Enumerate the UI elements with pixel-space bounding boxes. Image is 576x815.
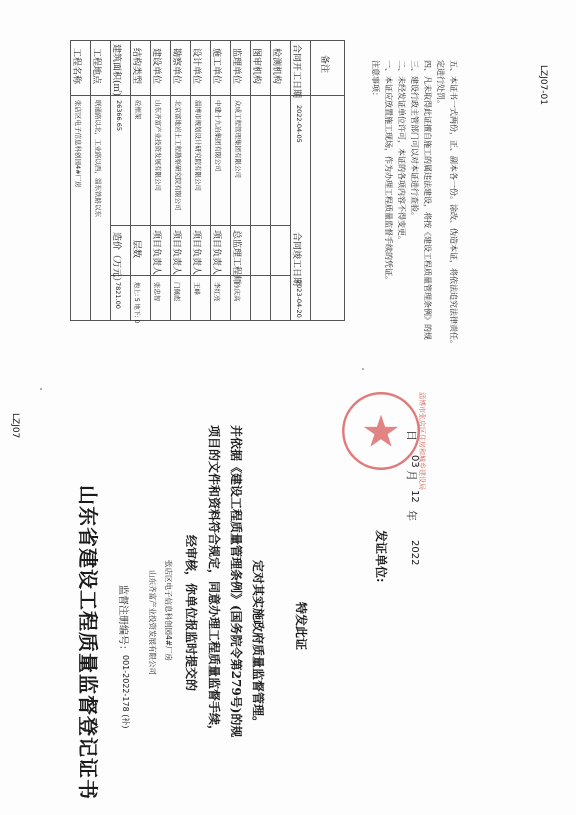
left-code: LZJ07 (10, 413, 20, 439)
row-label: 工程地点 (91, 48, 101, 85)
table-border-bottom (70, 320, 345, 321)
row-value: 张店区电子信息科创园4#厂房 (74, 100, 82, 188)
row-value: 砼框架 (134, 100, 142, 120)
seal-text: 淄博市张店区住房和城乡建设局 (418, 392, 426, 490)
row-label: 图审机构 (251, 48, 261, 85)
row-extra-label: 项目负责人 (211, 230, 221, 276)
row-label: 设计单位 (191, 48, 201, 85)
row-extra-value: 7821.00 (114, 282, 122, 309)
row-label: 监理单位 (231, 48, 241, 85)
row-extra-value: 门佩彪 (173, 282, 181, 302)
row-extra-value: 2023-04-20 (295, 280, 303, 318)
speckle-mark (40, 388, 42, 390)
row-value: 中建十九冶集团有限公司 (214, 100, 222, 172)
row-label: 施工单位 (211, 48, 221, 85)
table-extra-value-divider (110, 275, 290, 276)
row-extra-value: 地上: 5 地下: 0 (133, 282, 140, 324)
paragraph-line-1: 经审核，你单位报监时提交的 (184, 535, 198, 692)
row-value: 2022-04-05 (295, 105, 303, 143)
paragraph-line-4: 定对其实施政府质量监督管理。 (251, 560, 265, 729)
row-extra-label: 总监理工程师 (231, 230, 241, 285)
paragraph-line-2: 项目的文件和资料符合规定，同意办理工程质量监督手续， (207, 425, 221, 738)
row-extra-label: 项目负责人 (151, 230, 161, 276)
right-code: LZJ07-01 (538, 65, 548, 105)
row-extra-value: 王峰 (193, 282, 201, 295)
note-line: 三、建设行政主管部门可以对本证进行查验。 (410, 60, 419, 220)
row-label: 建设单位 (151, 48, 161, 85)
table-border-top (70, 40, 345, 41)
row-value: 众成工程管理集团有限公司 (234, 100, 242, 178)
project-name: 张店区电子信息科创园4#厂房 (164, 560, 173, 662)
date-year: 2022 (409, 540, 420, 566)
paragraph-line-3: 并依据《建设工程质量管理条例》(国务院令第279号)的规 (229, 425, 243, 738)
notes-title: 注意事项： (371, 60, 380, 100)
note-line: 二、未经发证单位许可，本证的各项内容不得变更。 (397, 60, 406, 244)
row-extra-value: 孙庆高 (233, 282, 241, 302)
date-day: 03 (409, 455, 420, 468)
row-extra-label: 层数 (131, 240, 141, 259)
note-line: 五、本证书一式两份，正、副本各一份。涂改、伪造本证，将依法追究法律责任。 (449, 60, 458, 348)
reg-label: 监督注册编号： (117, 585, 128, 655)
row-extra-value: 李红亮 (213, 282, 221, 302)
row-label: 工程名称 (71, 48, 81, 85)
row-label: 备注 (319, 55, 329, 74)
row-label: 合同开工日期 (291, 44, 301, 99)
table-extra-column-divider (110, 225, 290, 226)
date-day-label: 日 (405, 430, 418, 441)
table-border-right (344, 40, 345, 320)
row-value: 淄博市规划设计研究院有限公司 (194, 100, 202, 191)
row-value: 北京富地岩土工程勘察研究院有限公司 (174, 100, 182, 211)
reg-number: 001-2022-178 (补) (121, 655, 130, 729)
row-extra-label: 项目负责人 (171, 230, 181, 276)
special-issue-text: 特发此证 (294, 602, 308, 651)
row-label: 勘察单位 (171, 48, 181, 85)
issuer-label: 发证单位: (374, 530, 388, 583)
speckle-mark (362, 368, 364, 370)
official-seal (340, 390, 422, 472)
date-month: 12 (409, 490, 420, 503)
company-name: 山东齐富产业投资发展有限公司 (148, 570, 157, 675)
row-extra-value: 张忠智 (153, 282, 161, 302)
row-label: 检测机构 (271, 48, 281, 85)
note-line: 四、凡未取得此证擅自施工的属违法建设，将按《建设工程质量管理条例》的规 (423, 60, 432, 340)
date-year-label: 年 (405, 510, 418, 521)
row-value: 山东齐富产业投资发展有限公司 (154, 100, 162, 191)
row-extra-label: 项目负责人 (191, 230, 201, 276)
row-extra-label: 合同竣工日期 (291, 232, 301, 287)
certificate-title: 山东省建设工程质量监督登记证书 (76, 485, 100, 800)
row-label: 建筑面积(㎡) (111, 44, 121, 97)
note-line: 定进行处罚。 (436, 60, 445, 108)
row-value: 26366.65 (115, 100, 123, 132)
row-separator (310, 40, 311, 320)
note-line: 一、本证应放置施工现场，作为办理工程质量监督手续的凭证。 (384, 60, 393, 284)
row-label: 结构类型 (131, 48, 141, 85)
date-month-label: 月 (405, 470, 418, 481)
row-value: 联通路以北，工业路以西，淄东铁路以东 (94, 100, 102, 217)
row-extra-label: 造价（万元） (111, 232, 121, 287)
